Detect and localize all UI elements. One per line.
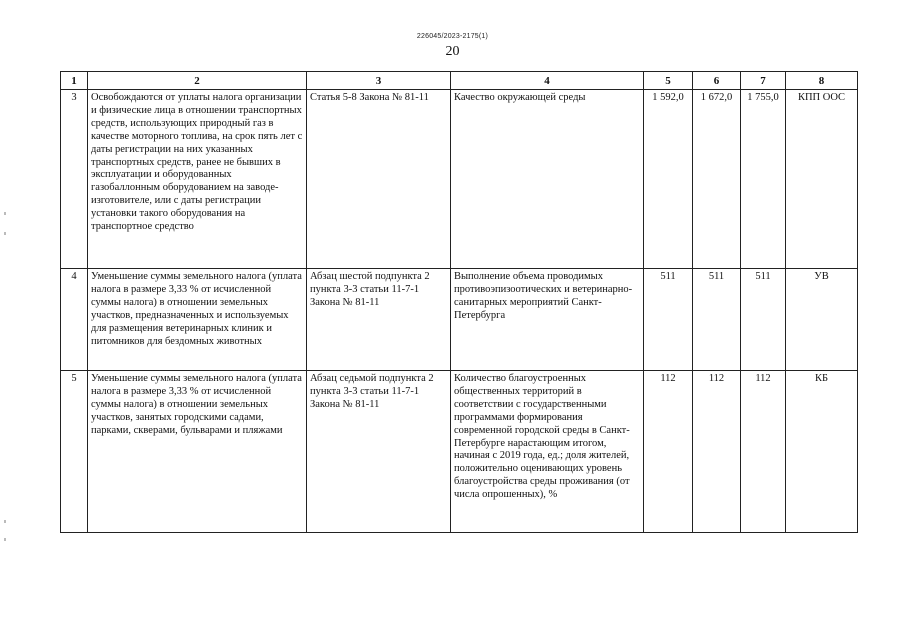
column-header: 8 — [786, 72, 858, 90]
table-row — [61, 90, 858, 269]
program-code: УВ — [786, 269, 858, 371]
legal-basis: Абзац седьмой подпункта 2 пункта 3-3 статьи 11-7-1 Закона № 81-11 — [307, 371, 451, 533]
value-col-6: 112 — [693, 371, 741, 533]
row-number: 3 — [61, 90, 88, 269]
legal-basis: Статья 5-8 Закона № 81-11 — [307, 90, 451, 269]
document-id: 226045/2023-2175(1) — [416, 33, 489, 40]
value-col-7: 511 — [741, 269, 786, 371]
target-indicator: Выполнение объема проводимых противоэпизоотических и ветеринарно-санитарных мероприятий Санкт-Петербурга — [451, 269, 644, 371]
page-number: 20 — [445, 44, 460, 59]
value-col-5: 511 — [644, 269, 693, 371]
margin-mark — [4, 232, 6, 235]
column-header: 7 — [741, 72, 786, 90]
legal-basis: Абзац шестой подпункта 2 пункта 3-3 статьи 11-7-1 Закона № 81-11 — [307, 269, 451, 371]
program-code: КПП ООС — [786, 90, 858, 269]
column-header: 1 — [61, 72, 88, 90]
target-indicator: Качество окружающей среды — [451, 90, 644, 269]
value-col-6: 511 — [693, 269, 741, 371]
header-row — [61, 72, 858, 90]
column-header: 3 — [307, 72, 451, 90]
benefits-table — [60, 71, 858, 533]
benefit-description: Уменьшение суммы земельного налога (уплата налога в размере 3,33 % от исчисленной суммы налога) в отношении земельных участков, предназначенных и используемых для размещения ветеринарных клиник и питомников для бездомных животных — [88, 269, 307, 371]
value-col-6: 1 672,0 — [693, 90, 741, 269]
target-indicator: Количество благоустроенных общественных территорий в соответствии с государственными программами формирования современной городской среды в Санкт-Петербурге нарастающим итогом, начиная с 2019 года, ед.; доля жителей, положительно оценивающих уровень благоустройства среды проживания (от числа опрошенных), % — [451, 371, 644, 533]
margin-mark — [4, 538, 6, 541]
value-col-7: 1 755,0 — [741, 90, 786, 269]
row-number: 4 — [61, 269, 88, 371]
column-header: 4 — [451, 72, 644, 90]
column-header: 6 — [693, 72, 741, 90]
value-col-7: 112 — [741, 371, 786, 533]
row-number: 5 — [61, 371, 88, 533]
margin-mark — [4, 520, 6, 523]
table-row — [61, 371, 858, 533]
margin-mark — [4, 212, 6, 215]
value-col-5: 112 — [644, 371, 693, 533]
table-row — [61, 269, 858, 371]
column-header: 5 — [644, 72, 693, 90]
benefit-description: Уменьшение суммы земельного налога (уплата налога в размере 3,33 % от исчисленной суммы налога) в отношении земельных участков, занятых городскими садами, парками, скверами, бульварами и пляжами — [88, 371, 307, 533]
value-col-5: 1 592,0 — [644, 90, 693, 269]
benefit-description: Освобождаются от уплаты налога организации и физические лица в отношении транспортных средств, использующих природный газ в качестве моторного топлива, на срок пять лет с даты регистрации на них указанных транспортных средств, ранее не бывших в эксплуатации и оборудованных газобаллонным оборудованием на заводе-изготовителе, или с даты регистрации установки такого оборудования на транспортное средство — [88, 90, 307, 269]
column-header: 2 — [88, 72, 307, 90]
program-code: КБ — [786, 371, 858, 533]
